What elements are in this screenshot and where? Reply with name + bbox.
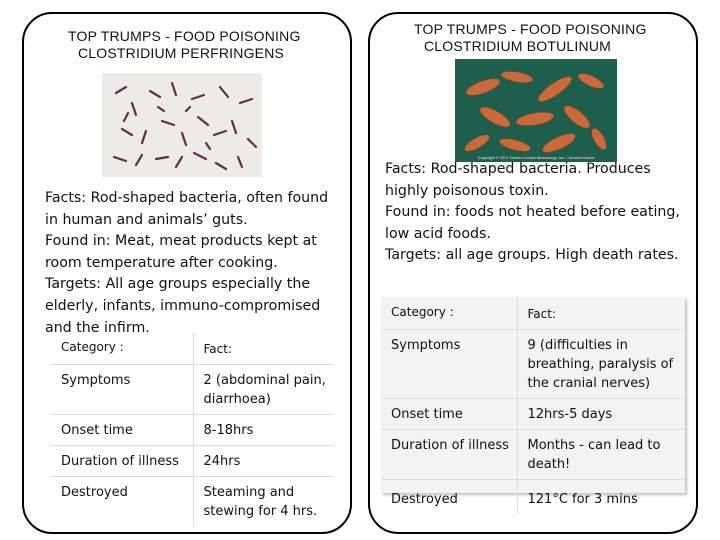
botulinum-micrograph [455,59,617,162]
perfringens-micrograph [102,73,262,177]
table-label: Category : [51,332,193,365]
table-label: Onset time [51,415,193,446]
table-label: Destroyed [51,477,193,527]
table-row [381,430,685,480]
table-value: Steaming and stewing for 4 hrs. [203,485,318,519]
facts-description: Facts: Rod-shaped bacteria. Produces highly poisonous toxin. [385,161,651,199]
table-value: 121°C for 3 mins [527,492,638,507]
card-title-line1: TOP TRUMPS - FOOD POISONING [68,28,301,44]
card-title [68,28,338,62]
table-value: 2 (abdominal pain, diarrhoea) [193,365,333,415]
table-row [51,332,333,365]
table-label: Duration of illness [381,430,517,480]
card-title-line2: CLOSTRIDIUM PERFRINGENS [78,45,285,61]
facts-targets: Targets: All age groups especially the elderly, infants, immuno-compromised and the infirm. [45,276,321,336]
table-value: Fact: [517,297,685,330]
table-label: Symptoms [381,330,517,399]
table-row [381,480,685,515]
table-row [51,477,333,527]
table-value: 9 (difficulties in breathing, paralysis of the cranial nerves) [517,330,685,399]
table-row [51,365,333,415]
table-value: 24hrs [193,446,333,477]
table-row [381,399,685,430]
table-label: Onset time [381,399,517,430]
table-value: 8-18hrs [193,415,333,446]
stats-table [51,332,333,526]
facts-found-in: Found in: foods not heated before eating, low acid foods. [385,204,680,242]
facts-found-in: Found in: Meat, meat products kept at room temperature after cooking. [45,233,317,271]
table-label: Category : [381,297,517,330]
table-row [51,446,333,477]
table-row [51,415,333,446]
facts-targets: Targets: all age groups. High death rates. [385,247,679,264]
table-label: Symptoms [51,365,193,415]
stats-table [381,297,685,514]
micrograph-caption: Copyright © 2001 Dennis Kunkel Microscopy, Inc. / Dennis Kunkel [477,155,595,160]
card-title-line1: TOP TRUMPS - FOOD POISONING [414,21,647,37]
table-value: 12hrs-5 days [517,399,685,430]
card-title-line2: CLOSTRIDIUM BOTULINUM [424,38,611,54]
table-value: Fact: [193,332,333,365]
table-row [381,297,685,330]
facts-description: Facts: Rod-shaped bacteria, often found in human and animals’ guts. [45,190,329,228]
card-facts [385,159,695,267]
table-row [381,330,685,399]
card-title [414,21,684,55]
table-label: Destroyed [381,480,517,515]
table-value: Months - can lead to death! [517,430,685,480]
table-label: Duration of illness [51,446,193,477]
card-facts [45,188,341,339]
